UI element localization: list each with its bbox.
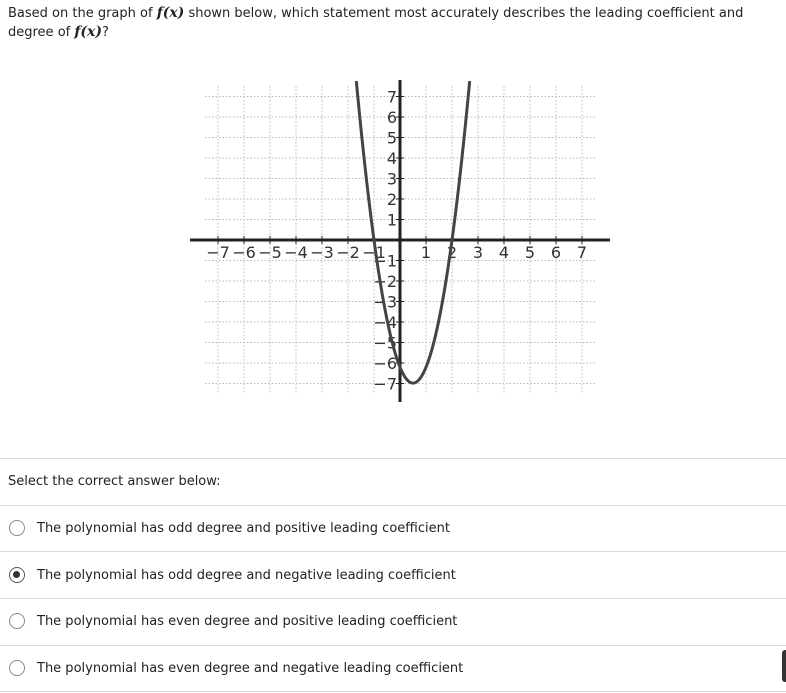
x-tick-label: −3	[310, 243, 334, 262]
question-text	[8, 4, 778, 42]
x-tick-label: −1	[362, 243, 386, 262]
x-tick-label: 1	[420, 243, 432, 262]
answer-option-3-label: The polynomial has even degree and positive leading coefficient	[37, 613, 458, 629]
radio-button-1[interactable]	[9, 520, 25, 536]
y-tick-label: −6	[373, 354, 397, 373]
answer-option-2[interactable]	[0, 552, 786, 598]
question-prefix: Based on the graph of	[8, 6, 157, 21]
answer-option-1-label: The polynomial has odd degree and positive leading coefficient	[37, 520, 450, 536]
y-tick-label: 6	[386, 108, 397, 127]
x-tick-label: −6	[232, 243, 256, 262]
y-tick-label: 4	[386, 149, 397, 168]
function-name: f(x)	[156, 5, 185, 21]
y-tick-label: −4	[373, 313, 397, 332]
function-name-2: f(x)	[74, 24, 102, 40]
function-graph	[190, 76, 610, 406]
y-tick-label: 3	[386, 169, 397, 189]
graph-canvas	[190, 76, 610, 406]
y-tick-label: 2	[386, 190, 397, 209]
answer-option-4[interactable]	[0, 645, 786, 691]
y-tick-label: −5	[373, 333, 397, 353]
x-tick-label: 2	[446, 243, 458, 262]
y-tick-label: −1	[373, 251, 397, 271]
y-tick-label: −3	[373, 292, 397, 312]
x-tick-label: −4	[284, 243, 308, 262]
y-tick-label: 5	[386, 128, 397, 148]
answer-option-3[interactable]	[0, 598, 786, 644]
y-tick-label: 1	[386, 210, 397, 230]
answer-option-2-label: The polynomial has odd degree and negative leading coefficient	[37, 567, 456, 583]
radio-button-4[interactable]	[9, 660, 25, 676]
x-tick-label: −5	[258, 243, 282, 262]
y-tick-label: −7	[373, 374, 397, 394]
radio-button-3[interactable]	[9, 613, 25, 629]
x-tick-label: 6	[550, 243, 562, 262]
answer-prompt: Select the correct answer below:	[8, 474, 221, 489]
x-tick-label: 7	[576, 243, 588, 262]
scroll-edge-indicator	[782, 650, 786, 682]
x-tick-label: 4	[498, 243, 510, 262]
y-tick-label: −2	[373, 272, 397, 291]
divider	[0, 691, 786, 692]
x-tick-label: −7	[206, 243, 230, 262]
divider	[0, 458, 786, 459]
answer-option-4-label: The polynomial has even degree and negative leading coefficient	[37, 660, 464, 676]
question-suffix: ?	[101, 25, 109, 40]
x-tick-label: −2	[336, 243, 360, 262]
question-middle: shown below, which statement most accurately describes the leading coefficient and degree of	[8, 6, 744, 40]
radio-button-2[interactable]	[9, 567, 25, 583]
x-tick-label: 5	[524, 243, 536, 262]
x-tick-label: 3	[472, 243, 484, 262]
answer-option-1[interactable]	[0, 505, 786, 551]
y-tick-label: 7	[386, 87, 397, 107]
